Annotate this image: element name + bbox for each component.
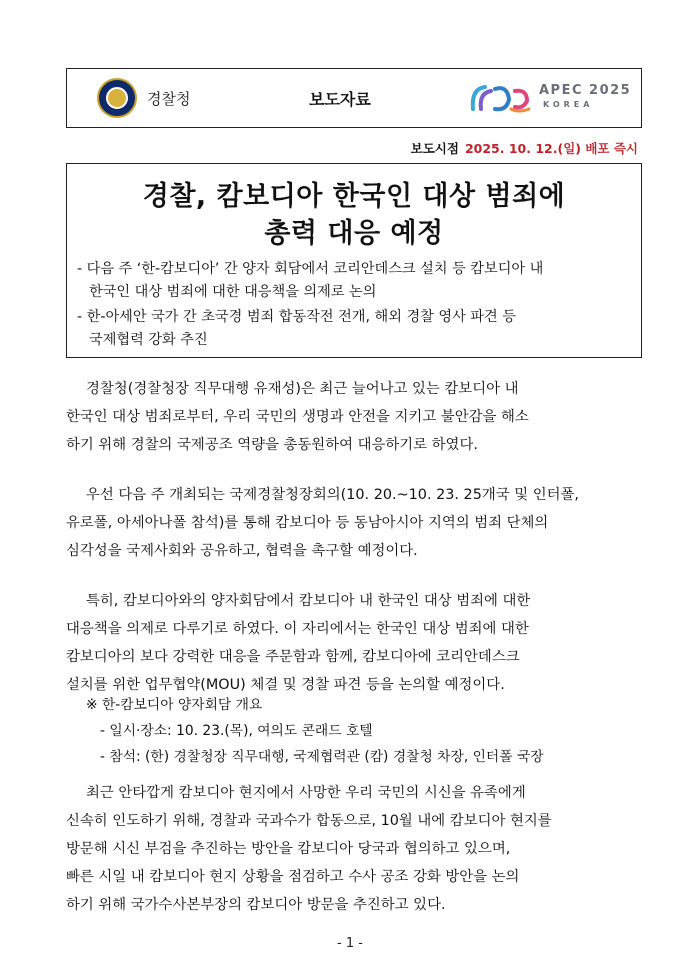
paragraph-3-line-4: 설치를 위한 업무협약(MOU) 체결 및 경찰 파견 등을 논의할 예정이다.: [66, 677, 505, 693]
apec-subtitle: KOREA: [543, 100, 594, 109]
paragraph-4-line-5: 하기 위해 국가수사본부장의 캄보디아 방문을 추진하고 있다.: [66, 897, 446, 913]
paragraph-2-line-2: 유로폴, 아세아나폴 참석)를 통해 캄보디아 등 동남아시아 지역의 범죄 단체의: [66, 515, 549, 531]
document-type: 보도자료: [309, 90, 371, 109]
summary-bullet-1-cont: 한국인 대상 범죄에 대한 대응책을 의제로 논의: [89, 284, 377, 300]
paragraph-2-line-3: 심각성을 국제사회와 공유하고, 협력을 촉구할 예정이다.: [66, 543, 418, 559]
paragraph-3-line-2: 대응책을 의제로 다루기로 하였다. 이 자리에서는 한국인 대상 범죄에 대한: [66, 621, 529, 637]
release-timing: [411, 139, 638, 157]
paragraph-4-line-1: 최근 안타깝게 캄보디아 현지에서 사망한 우리 국민의 시신을 유족에게: [86, 785, 526, 801]
release-date: 2025. 10. 12.(일) 배포 즉시: [464, 141, 638, 156]
police-emblem-icon: [97, 78, 137, 118]
meeting-note-title: ※ 한-캄보디아 양자회담 개요: [86, 697, 263, 713]
paragraph-2-line-1: 우선 다음 주 개최되는 국제경찰청장회의(10. 20.~10. 23. 25개국 및 인터폴,: [86, 487, 580, 503]
headline-line-2: 총력 대응 예정: [264, 218, 444, 249]
paragraph-3-line-1: 특히, 캄보디아와의 양자회담에서 캄보디아 내 한국인 대상 범죄에 대한: [86, 593, 531, 609]
paragraph-4-line-2: 신속히 인도하기 위해, 경찰과 국과수가 합동으로, 10월 내에 캄보디아 현지를: [66, 813, 552, 829]
paragraph-4-line-3: 방문해 시신 부검을 추진하는 방안을 캄보디아 당국과 협의하고 있으며,: [66, 841, 511, 857]
headline-line-1: 경찰, 캄보디아 한국인 대상 범죄에: [142, 181, 566, 212]
summary-bullet-2-cont: 국제협력 강화 추진: [89, 332, 208, 348]
meeting-note-item-1: - 일시·장소: 10. 23.(목), 여의도 콘래드 호텔: [100, 723, 373, 739]
release-label: 보도시점: [410, 141, 459, 156]
document-header: [66, 68, 642, 128]
headline-box: [66, 163, 642, 358]
meeting-note-item-2: - 참석: (한) 경찰청장 직무대행, 국제협력관 (캄) 경찰청 차장, 인터폴 국장: [100, 749, 544, 765]
summary-bullet-2: - 한-아세안 국가 간 초국경 범죄 합동작전 전개, 해외 경찰 영사 파견 등: [77, 309, 516, 325]
paragraph-1-line-2: 한국인 대상 범죄로부터, 우리 국민의 생명과 안전을 지키고 불안감을 해소: [66, 409, 529, 425]
paragraph-3-line-3: 캄보디아의 보다 강력한 대응을 주문함과 함께, 캄보디아에 코리안데스크: [66, 649, 520, 665]
apec-logo-icon: [467, 79, 533, 119]
paragraph-1-line-3: 하기 위해 경찰의 국제공조 역량을 총동원하여 대응하기로 하였다.: [66, 437, 478, 453]
page-number: - 1 -: [337, 936, 363, 951]
agency-name: 경찰청: [147, 90, 191, 108]
paragraph-4-line-4: 빠른 시일 내 캄보디아 현지 상황을 점검하고 수사 공조 강화 방안을 논의: [66, 869, 520, 885]
summary-bullet-1: - 다음 주 ‘한-캄보디아’ 간 양자 회담에서 코리안데스크 설치 등 캄보디아 내: [77, 261, 544, 277]
paragraph-1-line-1: 경찰청(경찰청장 직무대행 유재성)은 최근 늘어나고 있는 캄보디아 내: [86, 381, 519, 397]
apec-title: APEC 2025: [539, 83, 632, 98]
